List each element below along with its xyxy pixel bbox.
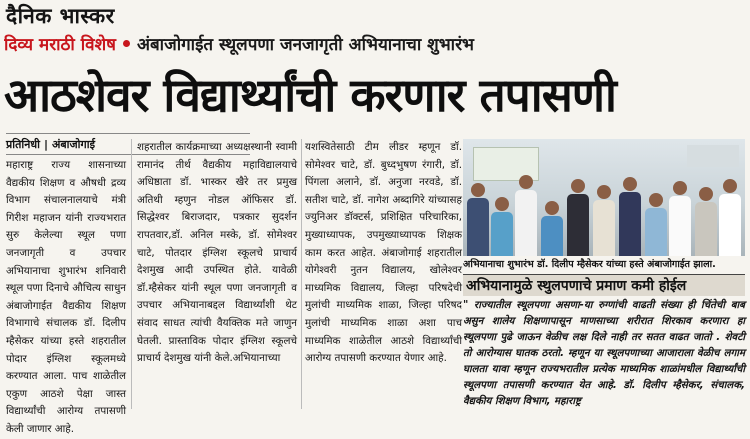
photo-person <box>695 187 717 256</box>
article-column-3: यशस्वितेसाठी टीम लीडर म्हणून डॉ. सोमेश्वर चाटे, डॉ. बुध्दभुषण रंगारी, डॉ. पिंगला अलाने, डॉ. अनुजा नरवडे, डॉ. सतीश चाटे, डॉ. नागेश अब्दागिरे यांच्यासह ज्युनिअर डॉक्टर्स, प्रशिक्षित परिचारिका, मुख्याध्यापक, उपमुख्याध्यापक शिक्षक काम करत आहेत. अंबाजोगाई शहरातील योगेश्वरी नुतन विद्यालय, खोलेश्वर माध्यमिक विद्यालय, जिल्हा परिषदेची मुलांची माध्यमिक शाळा, जिल्हा परिषद मुलांची माध्यमिक शाळा अशा पाच माध्यमिक शाळेतील आठशे विद्यार्थ्यांची आरोग्य तपासणी करण्यात येणार आहे. <box>305 141 462 365</box>
event-photo <box>463 139 745 256</box>
column-divider <box>131 139 132 409</box>
photo-person <box>541 201 563 256</box>
sidebar-box-heading: अभियानामुळे स्थुलपणाचे प्रमाण कमी होईल <box>463 274 745 296</box>
quote-author-role: , संचालक, वैद्यकीय शिक्षण विभाग, महाराष्ट्र <box>463 380 746 407</box>
photo-backdrop-panel <box>687 145 739 167</box>
masthead-logo: दैनिक भास्कर <box>6 3 115 28</box>
kicker-subtitle: अंबाजोगाईत स्थूलपणा जनजागृती अभियानाचा शुभारंभ <box>136 34 474 55</box>
byline-separator: | <box>43 137 48 151</box>
photo-person <box>593 185 615 256</box>
kicker-line <box>4 30 746 56</box>
photo-caption: अभियानाचा शुभारंभ डॉ. दिलीप म्हैसेकर यांच्या हस्ते अंबाजोगाईत झाला. <box>463 259 716 270</box>
headline: आठशेवर विद्यार्थ्यांची करणार तपासणी <box>4 68 616 122</box>
photo-person <box>619 177 641 256</box>
column-divider <box>301 139 302 409</box>
photo-person <box>567 179 589 256</box>
photo-person <box>719 179 741 256</box>
bullet-dot-icon <box>123 40 130 47</box>
photo-person <box>669 181 691 256</box>
photo-person <box>467 183 489 256</box>
byline-reporter: प्रतिनिधी <box>6 137 40 151</box>
photo-person <box>515 175 537 256</box>
photo-person <box>491 197 513 256</box>
photo-person <box>645 193 667 256</box>
section-label: दिव्य मराठी विशेष <box>4 34 116 55</box>
quote-author-name: डॉ. दिलीप म्हैसेकर <box>623 380 700 391</box>
sidebar-box-quote <box>463 298 745 410</box>
byline-location: अंबाजोगाई <box>51 137 95 151</box>
article-column-1: महाराष्ट्र राज्य शासनाच्या वैद्यकीय शिक्षण व औषधी द्रव्य विभाग संचालनालयाचे मंत्री गिरीश महाजन यांनी राज्यभरात सुरु केलेल्या स्थूल पणा जनजागृती व उपचार अभियानाचा शुभारंभ शनिवारी स्थूल पणा दिनाचे औचित्य साधुन अंबाजोगाईत वैद्यकीय शिक्षण विभागाचे संचालक डॉ. दिलीप म्हैसेकर यांच्या हस्ते शहरातील पोदार इंग्लिश स्कूलमध्ये करण्यात आला. पाच शाळेतील एकुण आठशे पेक्षा जास्त विद्यार्थ्यांची आरोग्य तपासणी केली जाणार आहे. <box>6 159 126 435</box>
quote-text: " राज्यातील स्थूलपणा असणा-या रुग्णांची वाढती संख्या ही चिंतेची बाब असुन शालेय शिक्षणापासून माणसाच्या शरीरात शिरकाव करणारा हा स्थूलपणा पुढे जाऊन वेळीच लक्ष दिले नाही तर सतत वाढत जातो . शेवटी तो आरोग्यास घातक ठरतो. म्हणून या स्थूलपणाच्या आजाराला वेळीच लगाम घालता यावा म्हणून राज्यभरातील प्रत्येक माध्यमिक शाळांमधील विद्यार्थ्यांची स्थूलपणा तपासणी करण्यात येत आहे. <box>463 300 745 391</box>
article-column-2: शहरातील कार्यक्रमाच्या अध्यक्षस्थानी स्वामी रामानंद तीर्थ वैद्यकीय महाविद्यालयाचे अधिष्ठाता डॉ. भास्कर खैरे तर प्रमुख अतिथी म्हणुन नोडल ऑफिसर डॉ. सिद्धेश्वर बिराजदार, पत्रकार सुदर्शन रापतवार,डॉ. अनिल मस्के, डॉ. सोमेश्वर चाटे, पोतदार इंग्लिश स्कूलचे प्राचार्य देशमुख आदी उपस्थित होते. यावेळी डॉ.म्हैसेकर यांनी स्थूल पणा जनजागृती व उपचार अभियानाबद्दल विद्यार्थ्यांशी थेट संवाद साधत त्यांची वैयक्तिक मते जाणुन घेतली. प्रास्ताविक पोदार इंग्लिश स्कूलचे प्राचार्य देशमुख यांनी केले.अभियानाच्या <box>137 141 297 365</box>
